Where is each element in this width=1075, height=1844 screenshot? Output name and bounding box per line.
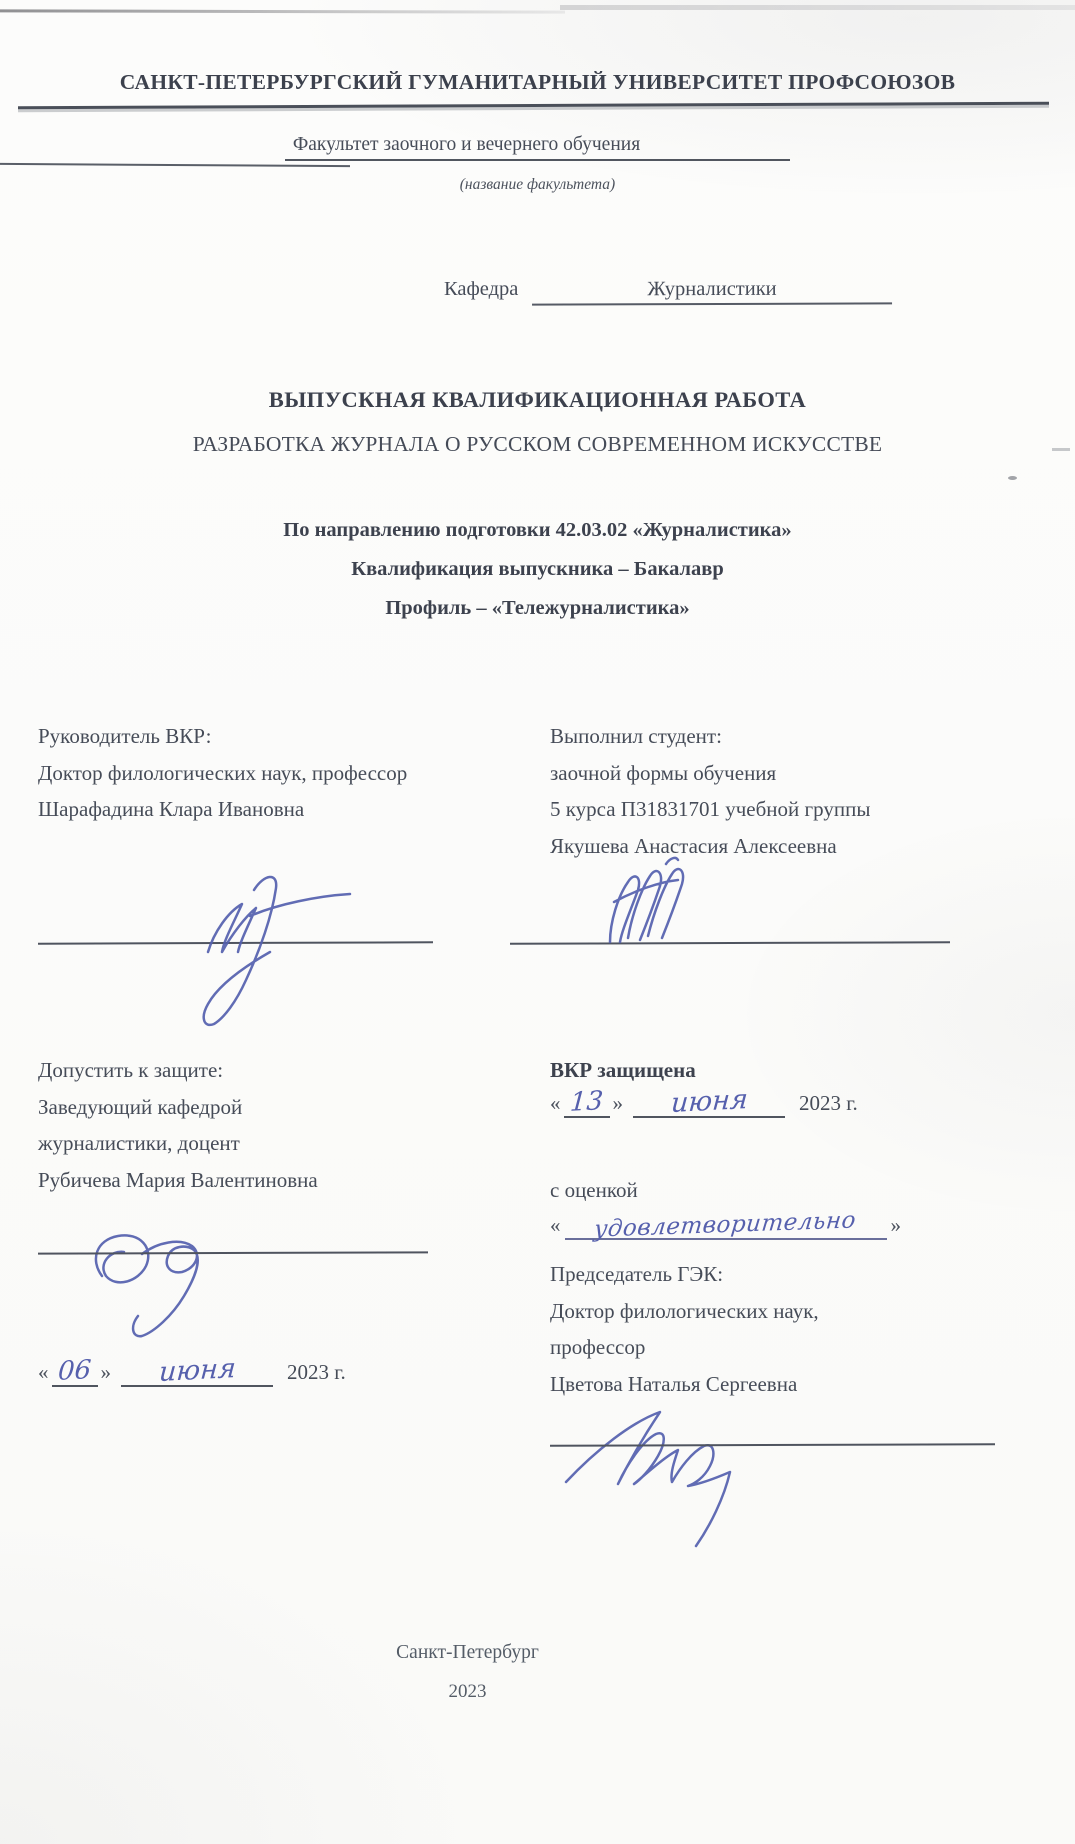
- supervisor-block: [38, 718, 510, 828]
- program-block: [0, 511, 1075, 628]
- supervisor-signature: [38, 864, 510, 990]
- admission-column: [38, 1052, 510, 1387]
- admission-line2: Заведующий кафедрой: [38, 1094, 243, 1119]
- signature-row-1: [38, 864, 1075, 990]
- imprint: [0, 1642, 1005, 1703]
- header-rule: [18, 102, 1049, 109]
- admission-day-blank: [52, 1355, 98, 1387]
- department-value: Журналистики: [647, 277, 778, 301]
- admission-month-blank: [121, 1352, 273, 1389]
- close-quote: »: [890, 1213, 901, 1237]
- defense-month-blank: [633, 1083, 785, 1119]
- admission-line3: журналистики, доцент: [38, 1131, 240, 1155]
- scan-artifact-streak: [0, 9, 565, 13]
- student-signature-ink: [540, 848, 760, 998]
- department-value-blank: [532, 277, 892, 305]
- defense-day-handwritten: 13: [568, 1085, 605, 1118]
- grade-label: с оценкой: [550, 1177, 638, 1202]
- chairman-name: Цветова Наталья Сергеевна: [550, 1371, 798, 1396]
- defense-year: 2023 г.: [799, 1090, 858, 1115]
- close-quote: »: [100, 1360, 111, 1384]
- faculty-caption: (название факультета): [459, 176, 616, 193]
- program-profile: Профиль – «Тележурналистика»: [385, 597, 690, 619]
- open-quote: «: [550, 1213, 561, 1237]
- supervisor-name: Шарафадина Клара Ивановна: [38, 797, 305, 821]
- grade-handwritten: удовлетворительно: [593, 1207, 858, 1243]
- chairman-block: [550, 1256, 1050, 1402]
- supervisor-signature-ink: [158, 852, 458, 1022]
- defense-label: ВКР защищена: [550, 1058, 696, 1082]
- admission-month-handwritten: июня: [157, 1352, 237, 1389]
- chairman-label: Председатель ГЭК:: [550, 1262, 724, 1286]
- defense-day-blank: [564, 1085, 610, 1118]
- admission-signature: [38, 1204, 510, 1316]
- supervisor-degree: Доктор филологических наук, профессор: [38, 760, 408, 785]
- work-subject-title: РАЗРАБОТКА ЖУРНАЛА О РУССКОМ СОВРЕМЕННОМ ИСКУССТВЕ: [192, 432, 883, 456]
- admission-line1: Допустить к защите:: [38, 1058, 224, 1082]
- chairman-degree1: Доктор филологических наук,: [550, 1298, 819, 1323]
- open-quote: «: [38, 1360, 49, 1384]
- admission-signature-ink: [38, 1204, 298, 1354]
- work-type-title: ВЫПУСКНАЯ КВАЛИФИКАЦИОННАЯ РАБОТА: [268, 387, 807, 412]
- open-quote: «: [550, 1090, 561, 1115]
- supervisor-label: Руководитель ВКР:: [38, 724, 212, 748]
- student-mode: заочной формы обучения: [550, 760, 777, 785]
- chairman-signature-ink: [550, 1408, 870, 1578]
- grade-line: [550, 1207, 1050, 1243]
- admission-date: [38, 1352, 510, 1389]
- admission-name: Рубичева Мария Валентиновна: [38, 1167, 318, 1192]
- imprint-year: 2023: [448, 1681, 487, 1702]
- student-signature: [510, 864, 1050, 990]
- imprint-city: Санкт-Петербург: [396, 1642, 539, 1663]
- faculty-line: [0, 134, 1075, 161]
- faculty-rule: [0, 163, 350, 167]
- program-qualification: Квалификация выпускника – Бакалавр: [351, 558, 724, 580]
- chairman-signature: [550, 1408, 1050, 1520]
- program-direction: По направлению подготовки 42.03.02 «Журналистика»: [283, 519, 792, 541]
- chairman-degree2: профессор: [550, 1335, 646, 1359]
- student-name: Якушева Анастасия Алексеевна: [550, 833, 837, 858]
- defense-date: [550, 1083, 1050, 1119]
- close-quote: »: [612, 1090, 623, 1115]
- student-block: [510, 718, 1050, 864]
- scan-artifact-streak: [560, 5, 1075, 10]
- admission-year: 2023 г.: [287, 1360, 346, 1384]
- scan-artifact-dot: [1008, 476, 1017, 480]
- defense-column: [510, 1052, 1050, 1520]
- defense-month-handwritten: июня: [669, 1083, 749, 1119]
- approval-row: [38, 1052, 1075, 1520]
- grade-blank: [565, 1207, 887, 1243]
- university-name: САНКТ-ПЕТЕРБУРГСКИЙ ГУМАНИТАРНЫЙ УНИВЕРСИТЕТ ПРОФСОЮЗОВ: [119, 70, 956, 94]
- admission-day-handwritten: 06: [56, 1355, 93, 1387]
- student-label: Выполнил студент:: [550, 724, 722, 748]
- faculty-name: Факультет заочного и вечернего обучения: [285, 134, 790, 161]
- department-line: [444, 278, 1075, 305]
- department-label: Кафедра: [444, 278, 519, 300]
- scan-artifact-dash: [1052, 448, 1070, 451]
- attribution-row: [38, 718, 1075, 864]
- student-group: 5 курса П31831701 учебной группы: [550, 797, 871, 821]
